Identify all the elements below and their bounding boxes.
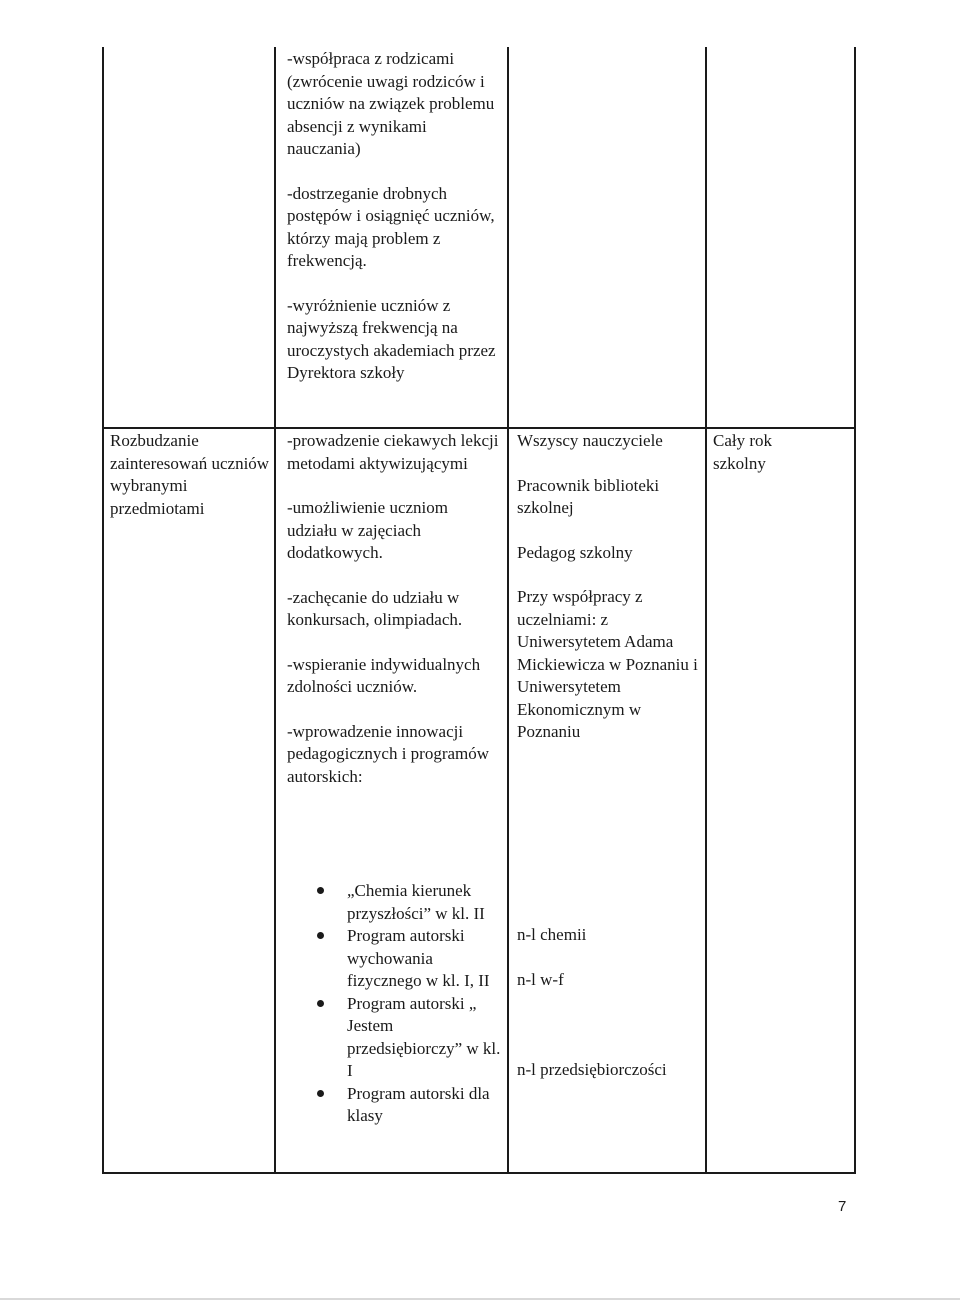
teacher-entrepreneurship: n-l przedsiębiorczości (517, 1060, 667, 1079)
lower-row-activities (287, 430, 499, 788)
activity-extra-classes: -umożliwienie uczniom udziału w zajęciach dodatkowych. (287, 498, 448, 562)
activity-noticing-progress: -dostrzeganie drobnych postępów i osiągnięć uczniów, którzy mają problem z frekwencją. (287, 183, 495, 270)
programs-list (307, 880, 503, 1128)
responsible-all-teachers: Wszyscy nauczyciele (517, 431, 663, 450)
goal-text: Rozbudzanie zainteresowań uczniów wybranymi przedmiotami (110, 431, 270, 518)
teacher-pe: n-l w-f (517, 970, 564, 989)
responsible-universities: Przy współpracy z uczelniami: z Uniwersytetem Adama Mickiewicza w Poznaniu i Uniwersytetem Ekonomicznym w Poznaniu (517, 587, 698, 741)
column-divider-1 (274, 47, 276, 1174)
scan-edge-divider (0, 1298, 960, 1300)
responsible-persons (517, 430, 703, 744)
activity-attendance-awards: -wyróżnienie uczniów z najwyższą frekwencją na uroczystych akademiach przez Dyrektora szkoły (287, 295, 496, 382)
goal-cell (110, 430, 270, 520)
activity-innovations: -wprowadzenie innowacji pedagogicznych i programów autorskich: (287, 721, 490, 786)
responsible-pedagogue: Pedagog szkolny (517, 542, 633, 562)
program-item-entrepreneurship: Program autorski „ Jestem przedsiębiorczy” w kl. I (307, 993, 503, 1083)
row-divider (102, 427, 856, 429)
column-divider-2 (507, 47, 509, 1174)
activity-talent-support: -wspieranie indywidualnych zdolności uczniów. (287, 654, 481, 696)
teacher-chemistry: n-l chemii (517, 925, 587, 944)
timeframe-cell (713, 430, 809, 475)
bullet-icon (317, 887, 324, 894)
bullet-icon (317, 1000, 324, 1007)
activity-interesting-lessons: -prowadzenie ciekawych lekcji metodami aktywizującymi (287, 431, 499, 473)
table-left-border (102, 47, 104, 1174)
column-divider-3 (705, 47, 707, 1174)
upper-row-activities (287, 48, 497, 385)
table-right-border (854, 47, 856, 1174)
activity-competitions: -zachęcanie do udziału w konkursach, olimpiadach. (287, 587, 463, 629)
table-bottom-border (102, 1172, 856, 1174)
page-number: 7 (838, 1198, 847, 1215)
program-item-chemistry: „Chemia kierunek przyszłości” w kl. II (307, 880, 503, 925)
program-item-pe: Program autorski wychowania fizycznego w kl. I, II (307, 925, 503, 993)
program-item-class: Program autorski dla klasy (307, 1083, 503, 1128)
bullet-icon (317, 1090, 324, 1097)
timeframe-text: Cały rok szkolny (713, 431, 773, 473)
responsible-librarian: Pracownik biblioteki szkolnej (517, 475, 660, 517)
activity-parent-cooperation: -współpraca z rodzicami (zwrócenie uwagi rodziców i uczniów na związek problemu absencji z wynikami nauczania) (287, 49, 495, 158)
bullet-icon (317, 932, 324, 939)
